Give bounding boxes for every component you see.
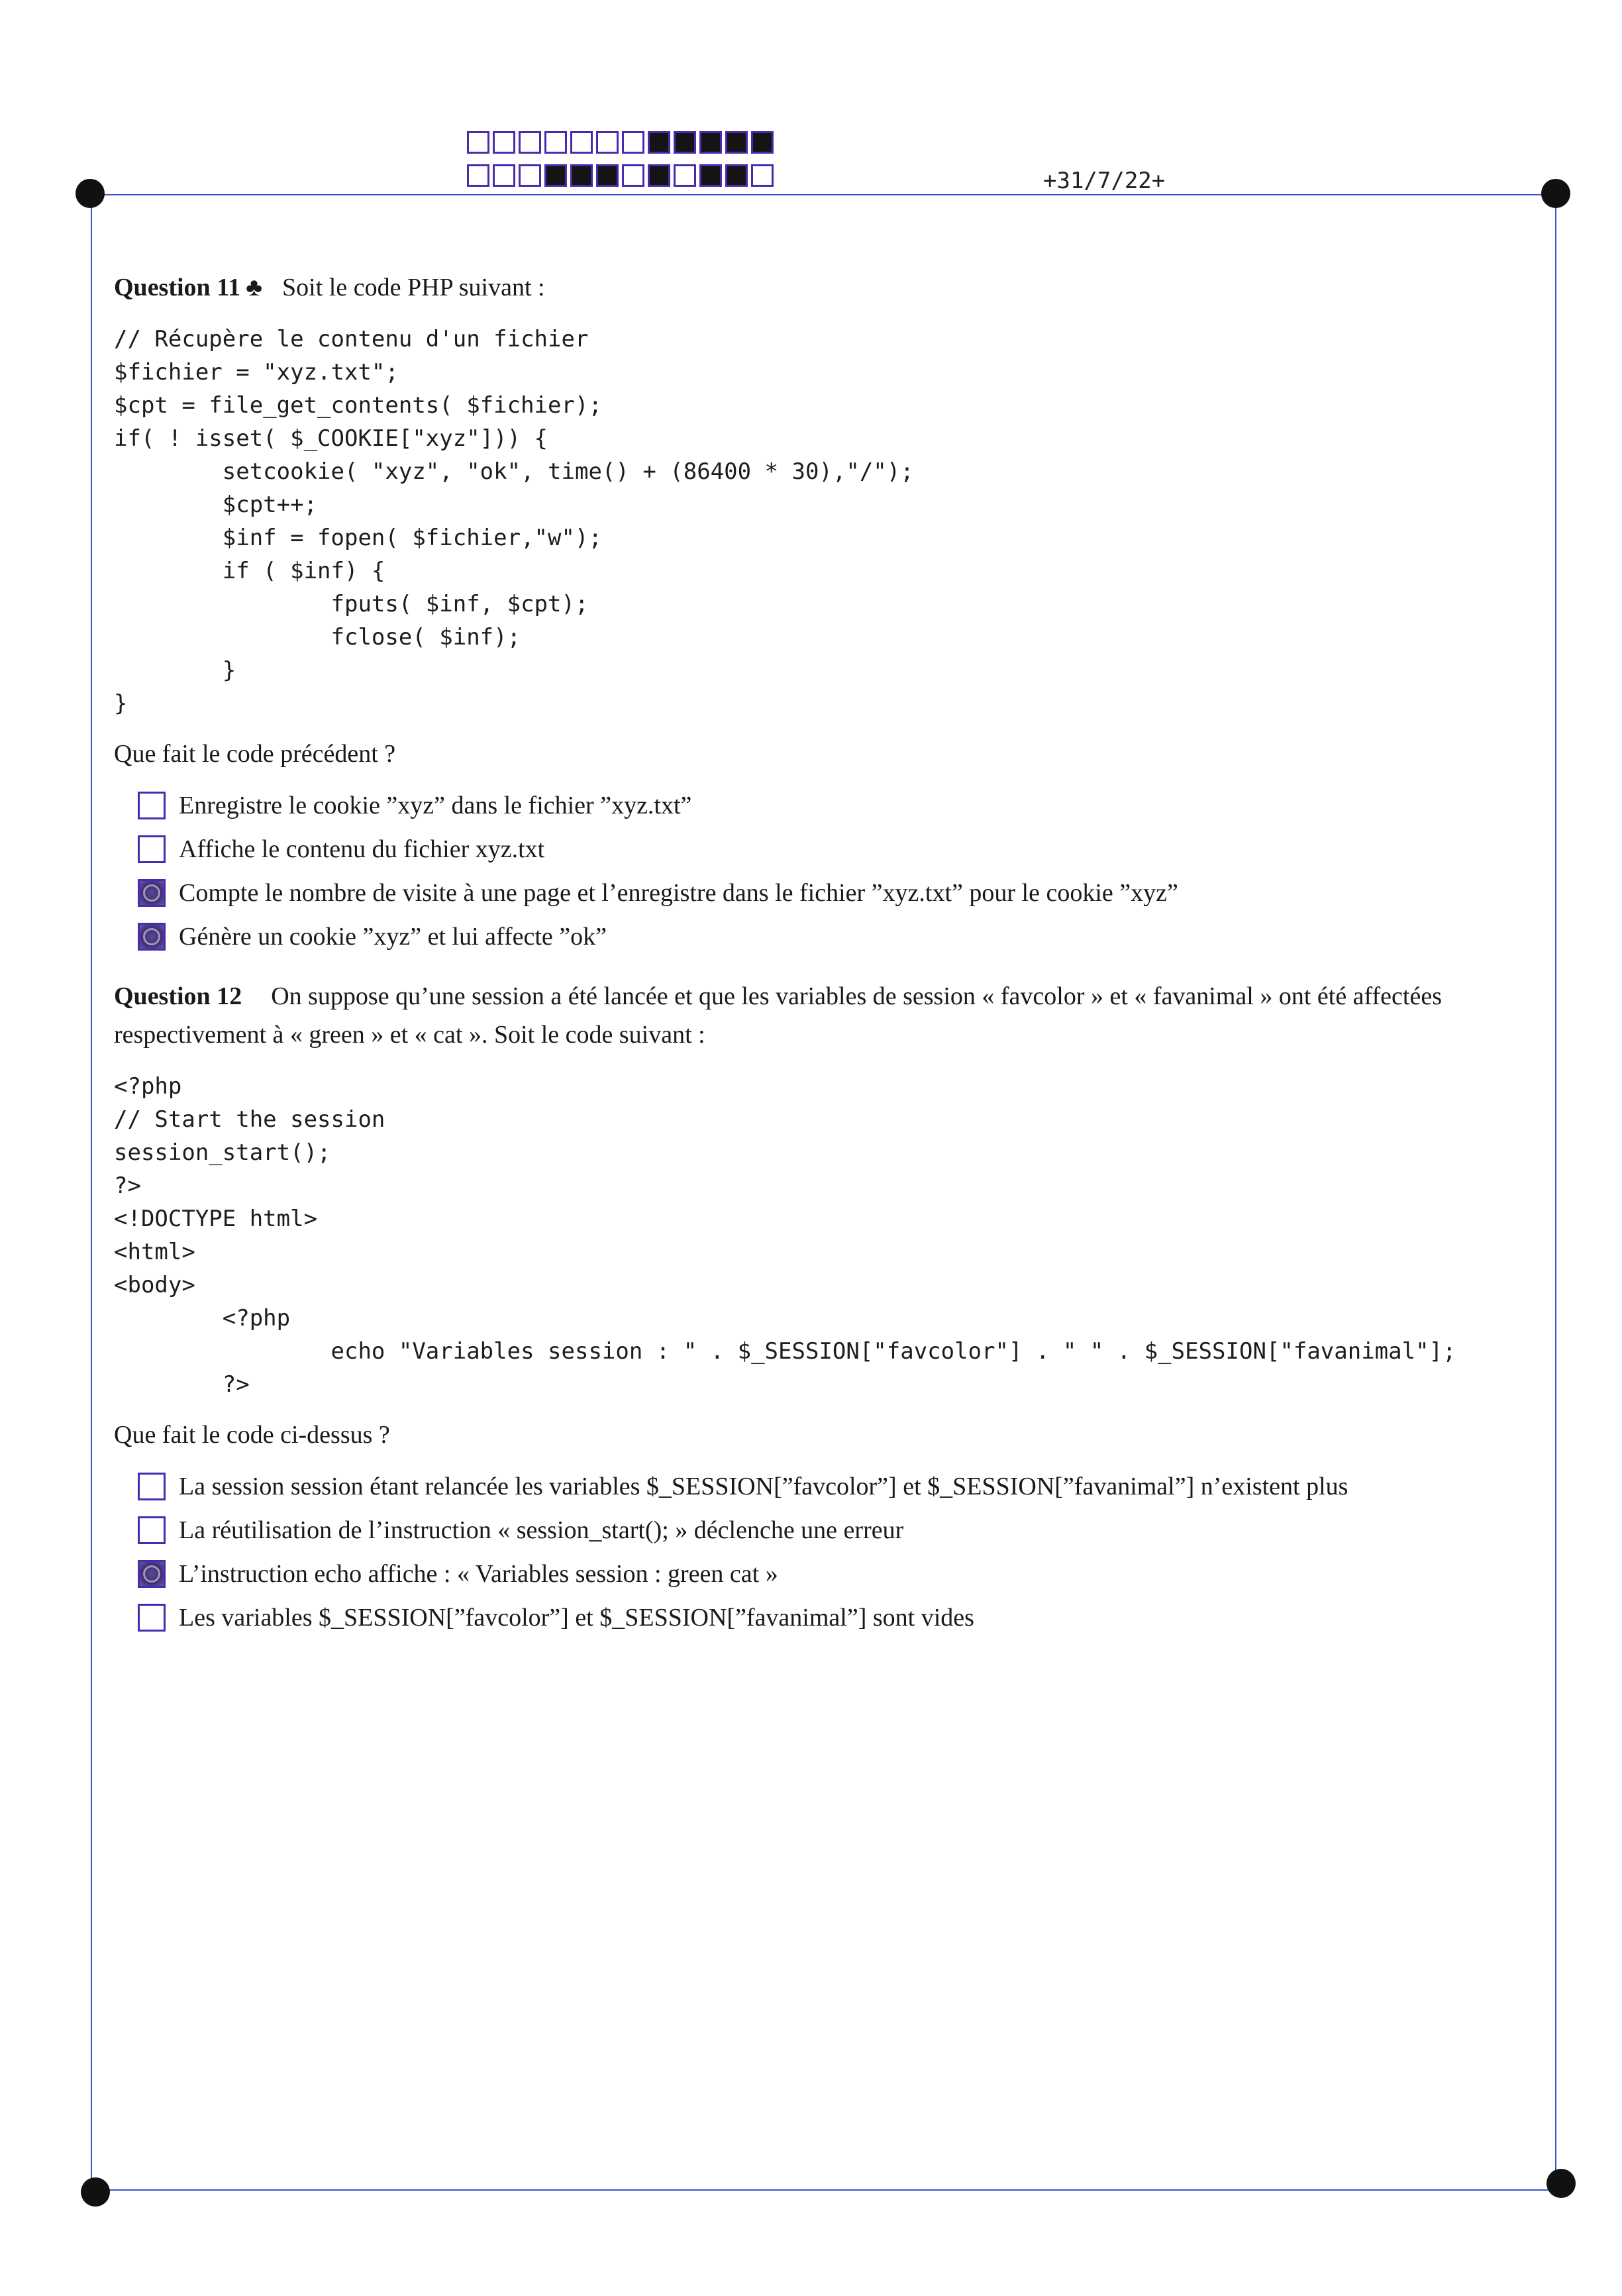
answer-option <box>138 1508 1538 1552</box>
answer-list <box>138 784 1538 959</box>
question-intro: On suppose qu’une session a été lancée et que les variables de session « favcolor » et « favanimal » ont été affectées respectivement à « green » et « cat ». Soit le code suivant : <box>114 982 1442 1049</box>
answer-option <box>138 1465 1538 1508</box>
corner-marker-top-right <box>1541 179 1570 208</box>
barcode-cell <box>699 131 722 154</box>
barcode-cell <box>519 131 541 154</box>
exam-content <box>114 268 1538 1658</box>
barcode-cell <box>467 131 489 154</box>
answer-checkbox[interactable] <box>138 879 166 907</box>
barcode-cell <box>493 164 515 187</box>
question-title: Question 12 <box>114 982 242 1010</box>
answer-checkbox[interactable] <box>138 923 166 951</box>
barcode-cell <box>648 131 670 154</box>
question-11 <box>114 268 1538 959</box>
answer-label: Les variables $_SESSION[”favcolor”] et $_SESSION[”favanimal”] sont vides <box>179 1604 974 1632</box>
question-header <box>114 268 1538 307</box>
answer-checkbox[interactable] <box>138 1473 166 1500</box>
barcode-cell <box>725 131 748 154</box>
code-block: <?php // Start the session session_start(); ?> <!DOCTYPE html> <html> <body> <?php echo "Variables session : " . $_SESSION["favcolor"] . " " . $_SESSION["favanimal"]; ?> <box>114 1073 1456 1398</box>
answer-checkbox[interactable] <box>138 1560 166 1588</box>
question-title: Question 11 <box>114 274 241 301</box>
barcode-cell <box>544 131 567 154</box>
barcode-cell <box>674 131 696 154</box>
corner-marker-bottom-right <box>1546 2169 1576 2198</box>
answer-option <box>138 827 1538 871</box>
barcode-cell <box>570 131 593 154</box>
question-intro: Soit le code PHP suivant : <box>282 274 545 301</box>
answer-checkbox[interactable] <box>138 835 166 863</box>
barcode-cell <box>725 164 748 187</box>
barcode-cell <box>622 131 644 154</box>
answer-label: La réutilisation de l’instruction « session_start(); » déclenche une erreur <box>179 1516 904 1544</box>
answer-checkbox[interactable] <box>138 1516 166 1544</box>
barcode-cell <box>622 164 644 187</box>
answer-label: Enregistre le cookie ”xyz” dans le fichier ”xyz.txt” <box>179 792 692 819</box>
answer-label: Affiche le contenu du fichier xyz.txt <box>179 835 545 863</box>
answer-option <box>138 871 1538 915</box>
answer-label: Compte le nombre de visite à une page et l’enregistre dans le fichier ”xyz.txt” pour le cookie ”xyz” <box>179 879 1178 907</box>
barcode-row-2 <box>467 164 777 187</box>
barcode-cell <box>751 164 774 187</box>
answer-checkbox[interactable] <box>138 792 166 819</box>
barcode-cell <box>674 164 696 187</box>
question-prompt: Que fait le code précédent ? <box>114 740 396 768</box>
barcode-cell <box>699 164 722 187</box>
barcode-cell <box>596 131 619 154</box>
answer-option <box>138 784 1538 827</box>
corner-marker-top-left <box>76 179 105 208</box>
answer-label: La session session étant relancée les variables $_SESSION[”favcolor”] et $_SESSION[”favanimal”] n’existent plus <box>179 1473 1348 1500</box>
answer-checkbox[interactable] <box>138 1604 166 1632</box>
barcode-cell <box>544 164 567 187</box>
barcode-cell <box>596 164 619 187</box>
barcode-cell <box>467 164 489 187</box>
barcode-row-1 <box>467 131 777 154</box>
page-id: +31/7/22+ <box>1043 168 1166 194</box>
question-12 <box>114 977 1538 1640</box>
answer-option <box>138 915 1538 959</box>
club-icon: ♣ <box>246 274 263 301</box>
question-header <box>114 977 1538 1054</box>
answer-option <box>138 1596 1538 1640</box>
barcode-cell <box>570 164 593 187</box>
question-prompt: Que fait le code ci-dessus ? <box>114 1421 390 1449</box>
barcode-cell <box>751 131 774 154</box>
barcode-cell <box>493 131 515 154</box>
answer-label: Génère un cookie ”xyz” et lui affecte ”ok” <box>179 923 607 951</box>
answer-option <box>138 1552 1538 1596</box>
answer-label: L’instruction echo affiche : « Variables session : green cat » <box>179 1560 778 1588</box>
corner-marker-bottom-left <box>81 2177 110 2207</box>
code-block: // Récupère le contenu d'un fichier $fichier = "xyz.txt"; $cpt = file_get_contents( $fichier); if( ! isset( $_COOKIE["xyz"])) { setcookie( "xyz", "ok", time() + (86400 * 30),"/"); $cpt++; $inf = fopen( $fichier,"w"); if ( $inf) { fputs( $inf, $cpt); fclose( $inf); } } <box>114 326 914 717</box>
barcode-cell <box>519 164 541 187</box>
barcode-cell <box>648 164 670 187</box>
answer-list <box>138 1465 1538 1640</box>
